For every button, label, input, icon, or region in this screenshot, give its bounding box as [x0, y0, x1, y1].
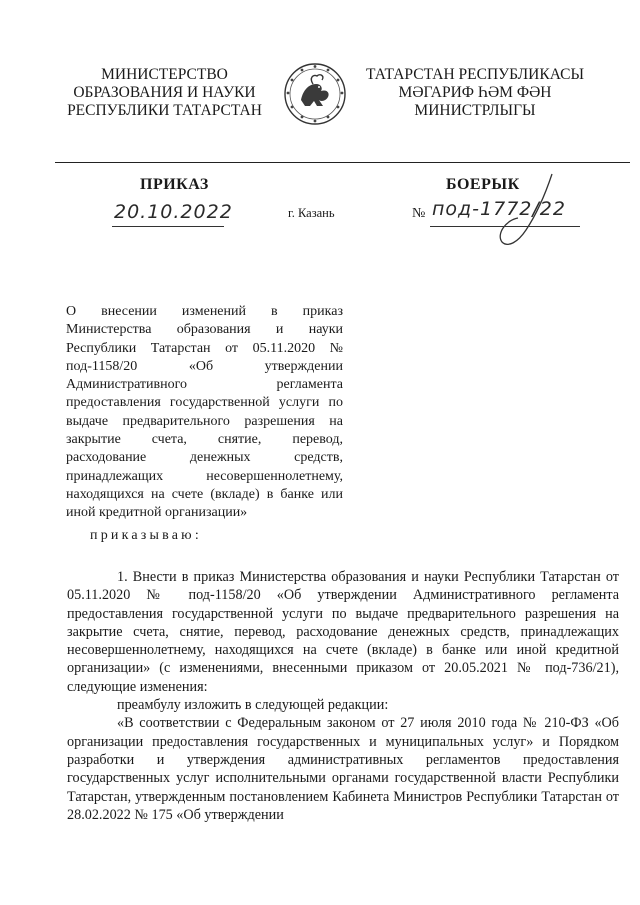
- orders-heading: приказываю:: [90, 528, 202, 543]
- ministry-name-tt-line: МӘГАРИФ ҺӘМ ФӘН: [398, 84, 552, 101]
- handwritten-number: под-1772/22: [432, 198, 566, 220]
- document-type-ru: ПРИКАЗ: [140, 176, 209, 193]
- ministry-name-tt-line: МИНИСТРЛЫГЫ: [414, 102, 536, 119]
- order-paragraph-1: 1. Внести в приказ Министерства образования и науки Республики Татарстан от 05.11.2020 № под-1158/20 «Об утверждении Административного регламента предоставления государственной услуги по выдаче предварительного разрешения на закрытие счета, снятие, перевод, расходование денежных средств, принадлежащих несовершеннолетнему, находящихся на счете (вкладе) в банке или иной кредитной организации» (с изменениями, внесенными приказом от 20.05.2021 № под-736/21), следующие изменения:: [67, 569, 619, 695]
- ministry-name-tt-line: ТАТАРСТАН РЕСПУБЛИКАСЫ: [366, 66, 584, 83]
- number-sign: №: [412, 206, 426, 221]
- ministry-name-ru-line: ОБРАЗОВАНИЯ И НАУКИ: [73, 84, 256, 101]
- document-type-tt: БОЕРЫК: [446, 176, 520, 193]
- ministry-name-ru-line: РЕСПУБЛИКИ ТАТАРСТАН: [67, 102, 262, 119]
- handwritten-date: 20.10.2022: [114, 201, 233, 223]
- coat-of-arms-emblem: [283, 62, 347, 126]
- order-body: [67, 568, 619, 824]
- order-subject: О внесении изменений в приказ Министерства образования и науки Республики Татарстан от 05.11.2020 № под-1158/20 «Об утверждении Административного регламента предоставления государственной услуги по выдаче предварительного разрешения на закрытие счета, снятие, перевод, расходование денежных средств, принадлежащих несовершеннолетнему, находящихся на счете (вкладе) в банке или иной кредитной организации»: [66, 304, 343, 521]
- ministry-name-tt: [360, 66, 590, 120]
- handwritten-signature: [448, 172, 558, 252]
- order-paragraph-3: «В соответствии с Федеральным законом от 27 июля 2010 года № 210-ФЗ «Об организации предоставления государственных и муниципальных услуг» и Порядком разработки и утверждения административных регламентов предоставления государственных услуг исполнительными органами государственной власти Республики Татарстан, утвержденным постановлением Кабинета Министров Республики Татарстан от 28.02.2022 № 175 «Об утверждении: [67, 715, 619, 823]
- ministry-name-ru-line: МИНИСТЕРСТВО: [101, 66, 228, 83]
- order-paragraph-2: преамбулу изложить в следующей редакции:: [117, 697, 389, 714]
- header-divider: [55, 162, 630, 163]
- city-label: г. Казань: [288, 206, 335, 220]
- ministry-name-ru: [52, 66, 277, 120]
